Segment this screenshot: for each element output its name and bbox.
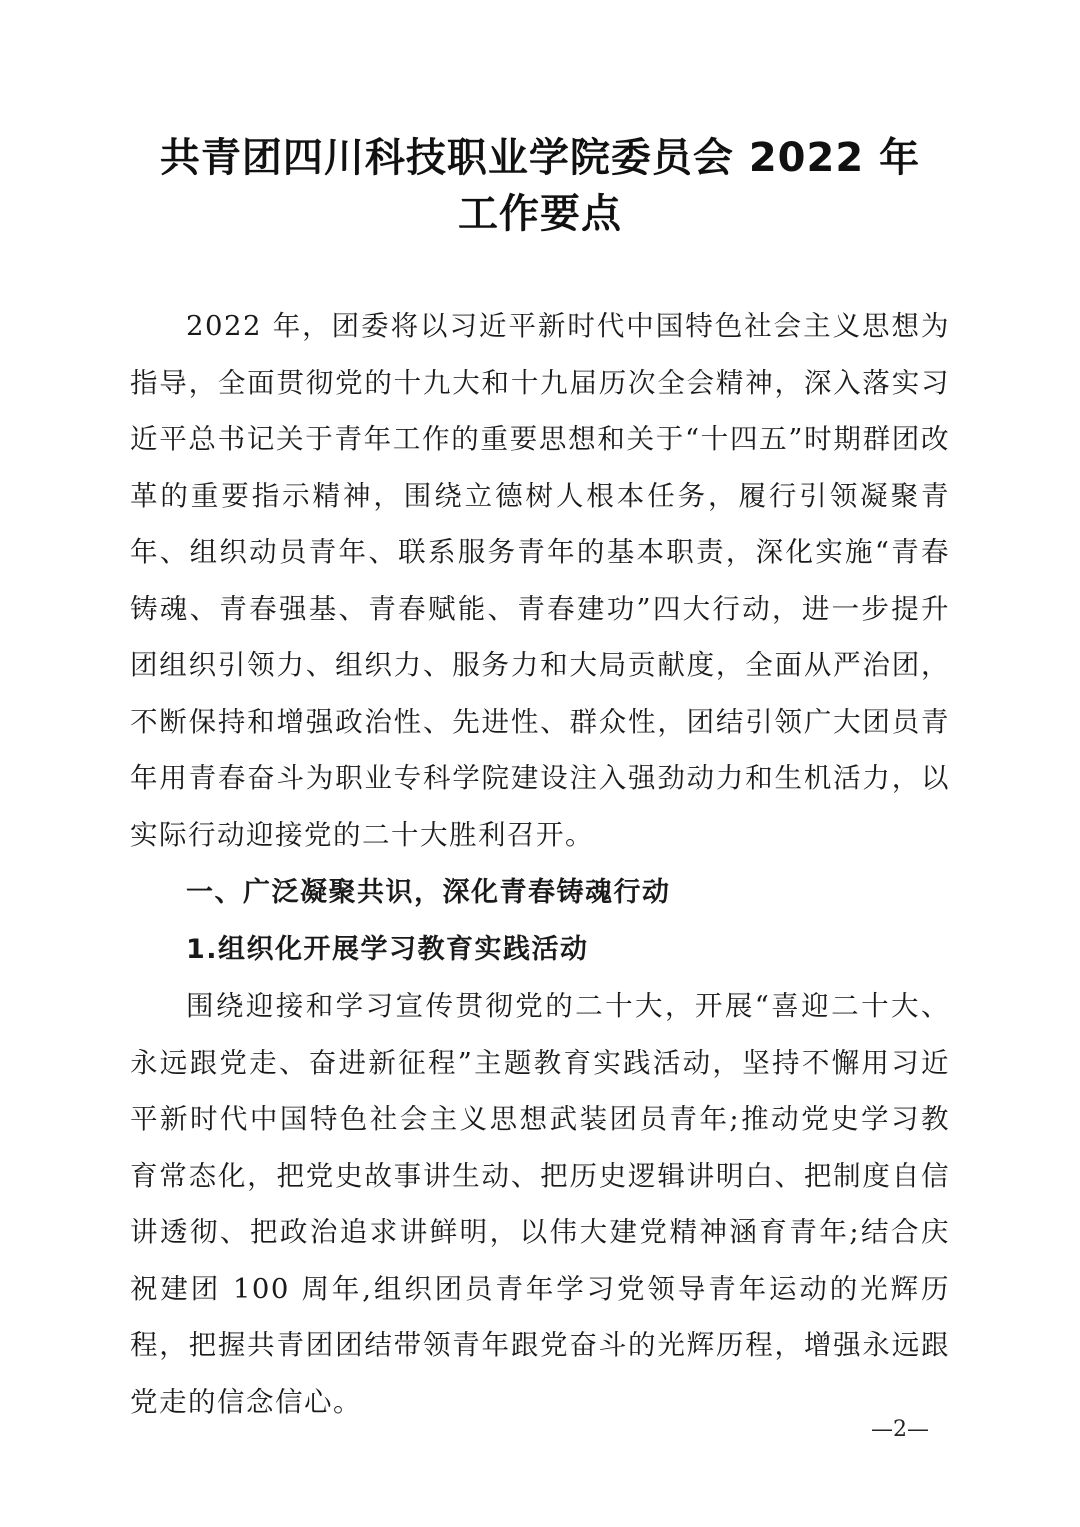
section-paragraph: 围绕迎接和学习宣传贯彻党的二十大，开展“喜迎二十大、永远跟党走、奋进新征程”主题教育实践活动，坚持不懈用习近平新时代中国特色社会主义思想武装团员青年;推动党史学习教育常态化，把党史故事讲生动、把历史逻辑讲明白、把制度自信讲透彻、把政治追求讲鲜明，以伟大建党精神涵育青年;结合庆祝建团 100 周年,组织团员青年学习党领导青年运动的光辉历程，把握共青团团结带领青年跟党奋斗的光辉历程，增强永远跟党走的信念信心。 xyxy=(130,990,950,1418)
document-body xyxy=(130,298,950,1430)
document-title-line2: 工作要点 xyxy=(458,191,622,237)
intro-paragraph: 2022 年，团委将以习近平新时代中国特色社会主义思想为指导，全面贯彻党的十九大和十九届历次全会精神，深入落实习近平总书记关于青年工作的重要思想和关于“十四五”时期群团改革的重要指示精神，围绕立德树人根本任务，履行引领凝聚青年、组织动员青年、联系服务青年的基本职责，深化实施“青春铸魂、青春强基、青春赋能、青春建功”四大行动，进一步提升团组织引领力、组织力、服务力和大局贡献度，全面从严治团，不断保持和增强政治性、先进性、群众性，团结引领广大团员青年用青春奋斗为职业专科学院建设注入强劲动力和生机活力，以实际行动迎接党的二十大胜利召开。 xyxy=(130,310,950,851)
document-title-line1: 共青团四川科技职业学院委员会 2022 年 xyxy=(159,135,921,181)
section-subheading: 1.组织化开展学习教育实践活动 xyxy=(186,933,589,965)
section-heading: 一、广泛凝聚共识，深化青春铸魂行动 xyxy=(186,877,671,908)
page-number: —2— xyxy=(871,1417,929,1442)
